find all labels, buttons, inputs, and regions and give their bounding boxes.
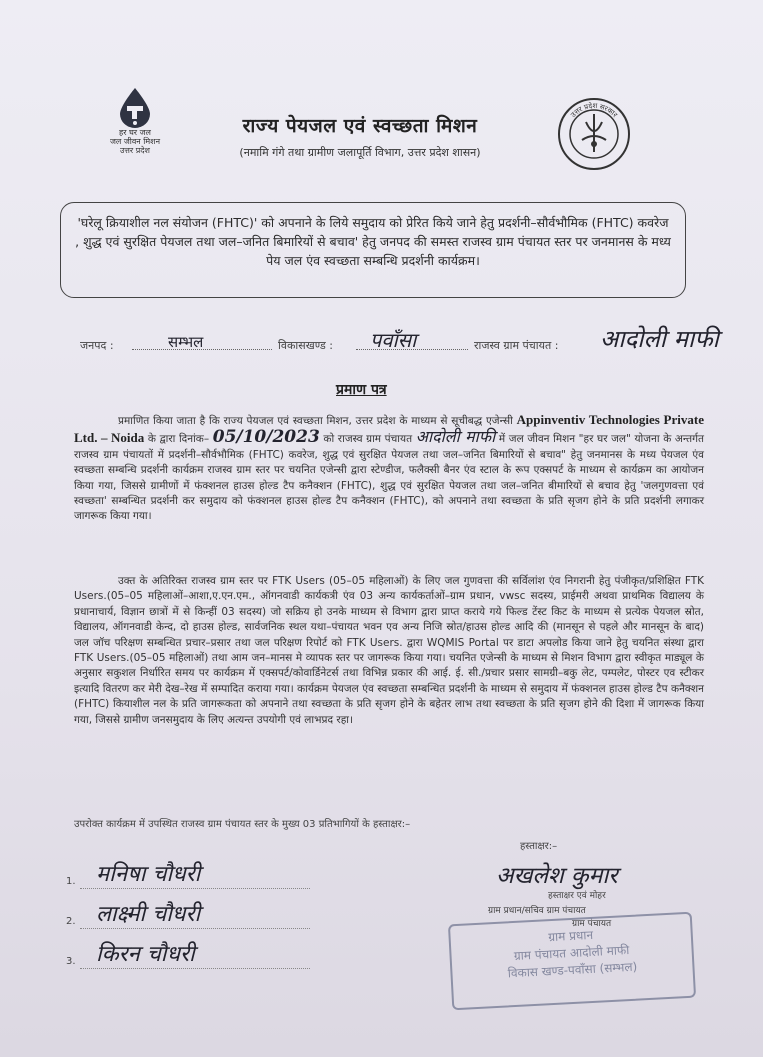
pradhan-signature: अखलेश कुमार — [496, 863, 618, 889]
logo-text-2: जल जीवन मिशन — [109, 137, 161, 146]
seal-label: हस्ताक्षर एवं मोहर — [548, 891, 606, 901]
para1-intro: प्रमाणित किया जाता है कि राज्य पेयजल एवं स्वच्छता मिशन, उत्तर प्रदेश के माध्यम से सूचीबद्ध एजेन्सी — [118, 415, 513, 427]
participant-signature-2: 2. लाक्ष्मी चौधरी — [66, 898, 366, 938]
participant-signature-1: 1. मनिषा चौधरी — [66, 858, 366, 898]
up-government-seal-icon — [556, 96, 632, 172]
block-value: पवाँसा — [370, 328, 417, 352]
para1-gp-handwritten: आदोली माफी — [415, 427, 496, 447]
para1-date-label: के द्वारा दिनांक– — [147, 433, 210, 446]
participants-intro: उपरोक्त कार्यक्रम में उपस्थित राजस्व ग्राम पंचायत स्तर के मुख्य 03 प्रतिभागियों के हस्ताक्षर:– — [74, 819, 411, 830]
gram-panchayat-line: ग्राम पंचायत — [572, 919, 612, 929]
mission-subtitle: (नमामि गंगे तथा ग्रामीण जलापूर्ति विभाग, उत्तर प्रदेश शासन) — [239, 146, 481, 159]
logo-text-3: उत्तर प्रदेश — [120, 146, 150, 155]
stamp-line-3: विकास खण्ड-पवाँसा (सम्भल) — [507, 959, 638, 981]
gram-panchayat-value: आदोली माफी — [600, 325, 719, 353]
certificate-title: प्रमाण पत्र — [336, 382, 387, 398]
har-ghar-jal-logo — [100, 86, 170, 155]
block-label: विकासखण्ड : — [278, 339, 334, 352]
stamp-line-2: ग्राम पंचायत आदोली माफी — [513, 942, 630, 964]
designation: ग्राम प्रधान/सचिव ग्राम पंचायत — [488, 906, 586, 916]
program-title: 'घरेलू क्रियाशील नल संयोजन (FHTC)' को अपनाने के लिये समुदाय को प्रेरित किये जाने हेतु प्रदर्शनी–सौर्वभौमिक (FHTC) कवरेज , शुद्ध एवं सुरक्षित पेयजल तथा जल–जनित बिमारियों से बचाव' हेतु जनपद की समस्त राजस्व ग्राम पंचायत स्तर पर जनमानस के मध्य पेय जल एंव स्वच्छता सम्बन्धि प्रदर्शनी कार्यक्रम। — [75, 215, 671, 268]
para2-body: उक्त के अतिरिक्त राजस्व ग्राम स्तर पर FTK Users (05–05 महिलाओं) के लिए जल गुणवत्ता की सर्विलांश एंव निगरानी हेतु पंजीकृत/प्रशिक्षित FTK Users.(05–05 महिलाओं–आशा,ए.एन.एम., ऑगनवाडी कार्यकत्री एंव 03 अन्य कार्यकर्ताओं–ग्राम प्रधान, vwsc सदस्य, प्राईमरी अथवा प्राथमिक विद्यालय के प्रधानाचार्य, विज्ञान छात्रों में से किन्हीं 03 सदस्य) जो सक्रिय हो उनके माध्यम से विभाग द्वारा प्राप्त कराये गये फिल्ड टेंस्ट किट के माध्यम से प्रत्येक पेयजल स्रोत, विद्यालय, ऑगनवाडी केन्द, दो हाउस होल्ड, सार्वजनिक स्थल यथा–पंचायत भवन एव अन्य निजि स्रोत/हाउस होल्ड आदि की (मानसून से पहले और मानसून के बाद) जल जॉच परिक्षण सम्बन्धित प्रचार–प्रसार तथा जल परिक्षण रिपोर्ट को FTK Users. द्वारा WQMIS Portal पर डाटा अपलोड किया जाने हेतु चयनित संस्था द्वारा FTK Users.(05–05 महिलाओं) तथा आम जन–मानस मे व्यापक स्तर पर जागरूक किया गया। चयनित एजेन्सी के माध्यम से मिशन विभाग द्वारा स्वीकृत माड्यूल के अनुसार सकुशल निर्धारित समय पर कार्यक्रम में एक्सपर्ट/कोवार्डिनेटर्स तथा विभिन्न प्रकार की आई. ई. सी./प्रचार प्रसार सामग्री–बकु लेट, पम्पलेट, पोस्टर एव स्टीकर इत्यादि वितरण कर मेरी देख–रेख में सम्पादित कराया गया। कार्यक्रम पेयजल एंव स्वच्छता सम्बन्धित प्रदर्शनी के माध्यम से समुदाय में फंक्शनल हाउस होल्ड टैप कनैक्शन (FHTC) कियाशील नल के प्रति जागरूकता को अपनाने तथा स्वच्छता के प्रति सृजग होने के बहेतर लाभ तथा स्वच्छता के प्रति सृजग होने की दिशा में जागरूक किया गया, जिससे ग्रामीण जनसमुदाय के लिए अत्यन्त उपयोगी एवं लाभप्रद रहा। — [74, 575, 704, 726]
gram-panchayat-label: राजस्व ग्राम पंचायत : — [474, 339, 559, 352]
program-date: 05/10/2023 — [212, 427, 320, 448]
janpad-label: जनपद : — [80, 339, 114, 352]
participant-1-name: मनिषा चौधरी — [96, 862, 201, 887]
letterhead — [180, 112, 540, 160]
para1-gp-label: को राजस्व ग्राम पंचायत — [323, 433, 413, 446]
agency-name: Appinventiv Technologies Private Ltd. – Noida — [74, 412, 704, 446]
stamp-line-1: ग्राम प्रधान — [547, 927, 594, 945]
pradhan-stamp — [448, 912, 696, 1011]
certificate-paragraph-1 — [74, 412, 704, 525]
mission-title: राज्य पेयजल एवं स्वच्छता मिशन — [242, 115, 478, 137]
janpad-value: सम्भल — [168, 333, 204, 351]
pradhan-sign-label: हस्ताक्षर:– — [520, 841, 558, 852]
location-fields — [80, 325, 740, 370]
para1-body: में जल जीवन मिशन "हर घर जल" योजना के अन्तर्गत राजस्व ग्राम पंचायतों में प्रदर्शनी–सौर्वभौमिक (FHTC) कवरेज, शुद्ध एवं सुरक्षित पेयजल तथा जल–जनित बिमारियों से बचाव" हेतु जनमानस के मध्य पेयजल एंव स्वच्छता सम्बन्धि प्रदर्शनी कार्यक्रम राजस्व ग्राम स्तर पर चयनित एजेन्सी द्वारा स्टेण्डीज, फलैक्सी बैनर एंव स्टाल के रूप एक्सपर्ट के माध्यम से कार्यक्रम का आयोजन किया गया, जिससे ग्रामीणों में फंक्शनल हाउस होल्ड टैप कनैक्शन (FHTC), शुद्ध एवं सुरक्षित पेयजल तथा जल–जनित बीमारियों से बचाव हेतु 'जलगुणवत्ता एवं स्वच्छता' सम्बन्धित प्रदर्शनी कर समुदाय को फंक्शनल हाउस होल्ड टैप कनैक्शन (FHTC), को अपनाने तथा स्वच्छता के प्रति सृजग होने के प्रति प्रदर्शनी लगाकर जागरूक किया गया। — [74, 433, 705, 523]
seal-text: उत्तर प्रदेश सरकार — [569, 101, 619, 120]
logo-text-1: हर घर जल — [119, 128, 151, 137]
program-title-box — [60, 202, 686, 298]
certificate-paragraph-2 — [74, 574, 704, 728]
participant-3-name: किरन चौधरी — [96, 942, 195, 967]
water-drop-icon — [114, 86, 156, 128]
participant-signature-3: 3. किरन चौधरी — [66, 938, 366, 978]
participant-2-name: लाक्ष्मी चौधरी — [96, 902, 201, 927]
